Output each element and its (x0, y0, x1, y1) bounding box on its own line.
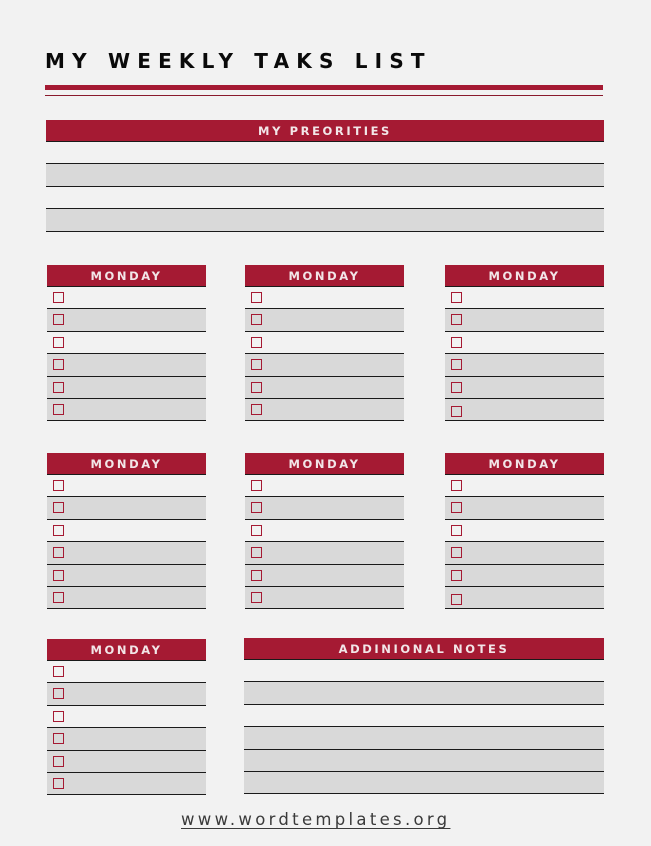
checkbox-icon[interactable] (251, 570, 262, 581)
task-row[interactable] (47, 565, 206, 587)
task-row[interactable] (445, 520, 604, 542)
day-block-3 (445, 265, 604, 421)
day-header: MONDAY (47, 453, 206, 475)
checkbox-icon[interactable] (251, 382, 262, 393)
task-row[interactable] (445, 475, 604, 497)
day-block-2 (245, 265, 404, 421)
task-row[interactable] (245, 309, 404, 331)
task-row[interactable] (47, 728, 206, 750)
task-row[interactable] (47, 542, 206, 564)
checkbox-icon[interactable] (451, 292, 462, 303)
checkbox-icon[interactable] (451, 525, 462, 536)
priority-row[interactable] (46, 164, 604, 186)
priority-row[interactable] (46, 187, 604, 209)
task-row[interactable] (245, 475, 404, 497)
page-title: MY WEEKLY TAKS LIST (45, 49, 432, 73)
checkbox-icon[interactable] (451, 337, 462, 348)
task-row[interactable] (245, 497, 404, 519)
checkbox-icon[interactable] (251, 404, 262, 415)
checkbox-icon[interactable] (53, 337, 64, 348)
day-header: MONDAY (47, 265, 206, 287)
task-row[interactable] (47, 706, 206, 728)
task-row[interactable] (47, 475, 206, 497)
checkbox-icon[interactable] (53, 525, 64, 536)
note-row[interactable] (244, 660, 604, 682)
task-row[interactable] (245, 399, 404, 421)
priority-row[interactable] (46, 209, 604, 231)
task-row[interactable] (47, 332, 206, 354)
checkbox-icon[interactable] (53, 570, 64, 581)
checkbox-icon[interactable] (53, 733, 64, 744)
checkbox-icon[interactable] (53, 480, 64, 491)
checkbox-icon[interactable] (251, 314, 262, 325)
checkbox-icon[interactable] (451, 480, 462, 491)
day-block-1 (47, 265, 206, 421)
checkbox-icon[interactable] (451, 314, 462, 325)
title-underline-thick (45, 85, 603, 90)
task-row[interactable] (245, 542, 404, 564)
day-block-4 (47, 453, 206, 609)
checkbox-icon[interactable] (53, 292, 64, 303)
priority-row[interactable] (46, 142, 604, 164)
priorities-section (46, 120, 604, 232)
task-row[interactable] (445, 377, 604, 399)
task-row[interactable] (47, 377, 206, 399)
checkbox-icon[interactable] (53, 404, 64, 415)
checkbox-icon[interactable] (53, 359, 64, 370)
checkbox-icon[interactable] (53, 547, 64, 558)
checkbox-icon[interactable] (451, 359, 462, 370)
note-row[interactable] (244, 705, 604, 727)
task-row[interactable] (245, 587, 404, 609)
checkbox-icon[interactable] (451, 502, 462, 513)
checkbox-icon[interactable] (251, 359, 262, 370)
checkbox-icon[interactable] (53, 711, 64, 722)
task-row[interactable] (445, 542, 604, 564)
task-row[interactable] (245, 287, 404, 309)
priorities-header: MY PREORITIES (46, 120, 604, 142)
website-link[interactable]: www.wordtemplates.org (181, 810, 451, 829)
task-row[interactable] (47, 399, 206, 421)
task-row[interactable] (445, 287, 604, 309)
checkbox-icon[interactable] (53, 666, 64, 677)
note-row[interactable] (244, 682, 604, 704)
checkbox-icon[interactable] (53, 314, 64, 325)
additional-notes-section (244, 638, 604, 794)
task-row[interactable] (245, 377, 404, 399)
note-row[interactable] (244, 727, 604, 749)
task-row[interactable] (445, 587, 604, 609)
day-block-7 (47, 639, 206, 795)
task-row[interactable] (245, 332, 404, 354)
task-row[interactable] (47, 683, 206, 705)
task-row[interactable] (47, 587, 206, 609)
checkbox-icon[interactable] (53, 756, 64, 767)
title-underline-thin (45, 95, 603, 96)
task-row[interactable] (47, 287, 206, 309)
task-row[interactable] (47, 773, 206, 795)
notes-header: ADDINIONAL NOTES (244, 638, 604, 660)
day-header: MONDAY (245, 453, 404, 475)
day-header: MONDAY (445, 265, 604, 287)
task-row[interactable] (47, 751, 206, 773)
day-block-5 (245, 453, 404, 609)
task-row[interactable] (47, 661, 206, 683)
task-row[interactable] (47, 497, 206, 519)
task-row[interactable] (445, 354, 604, 376)
note-row[interactable] (244, 750, 604, 772)
checkbox-icon[interactable] (451, 594, 462, 605)
day-header: MONDAY (47, 639, 206, 661)
checkbox-icon[interactable] (251, 480, 262, 491)
checkbox-icon[interactable] (251, 292, 262, 303)
checkbox-icon[interactable] (53, 592, 64, 603)
task-row[interactable] (47, 354, 206, 376)
checkbox-icon[interactable] (451, 406, 462, 417)
task-row[interactable] (445, 497, 604, 519)
task-row[interactable] (245, 565, 404, 587)
checkbox-icon[interactable] (251, 525, 262, 536)
task-row[interactable] (245, 354, 404, 376)
note-row[interactable] (244, 772, 604, 794)
checkbox-icon[interactable] (53, 382, 64, 393)
task-row[interactable] (445, 565, 604, 587)
checkbox-icon[interactable] (53, 502, 64, 513)
day-block-6 (445, 453, 604, 609)
task-row[interactable] (445, 309, 604, 331)
task-row[interactable] (245, 520, 404, 542)
checkbox-icon[interactable] (451, 547, 462, 558)
checkbox-icon[interactable] (251, 592, 262, 603)
task-row[interactable] (445, 399, 604, 421)
task-row[interactable] (47, 520, 206, 542)
task-row[interactable] (47, 309, 206, 331)
task-row[interactable] (445, 332, 604, 354)
checkbox-icon[interactable] (451, 570, 462, 581)
day-header: MONDAY (245, 265, 404, 287)
day-header: MONDAY (445, 453, 604, 475)
checkbox-icon[interactable] (53, 778, 64, 789)
checkbox-icon[interactable] (251, 337, 262, 348)
checkbox-icon[interactable] (451, 382, 462, 393)
checkbox-icon[interactable] (251, 502, 262, 513)
checkbox-icon[interactable] (53, 688, 64, 699)
checkbox-icon[interactable] (251, 547, 262, 558)
